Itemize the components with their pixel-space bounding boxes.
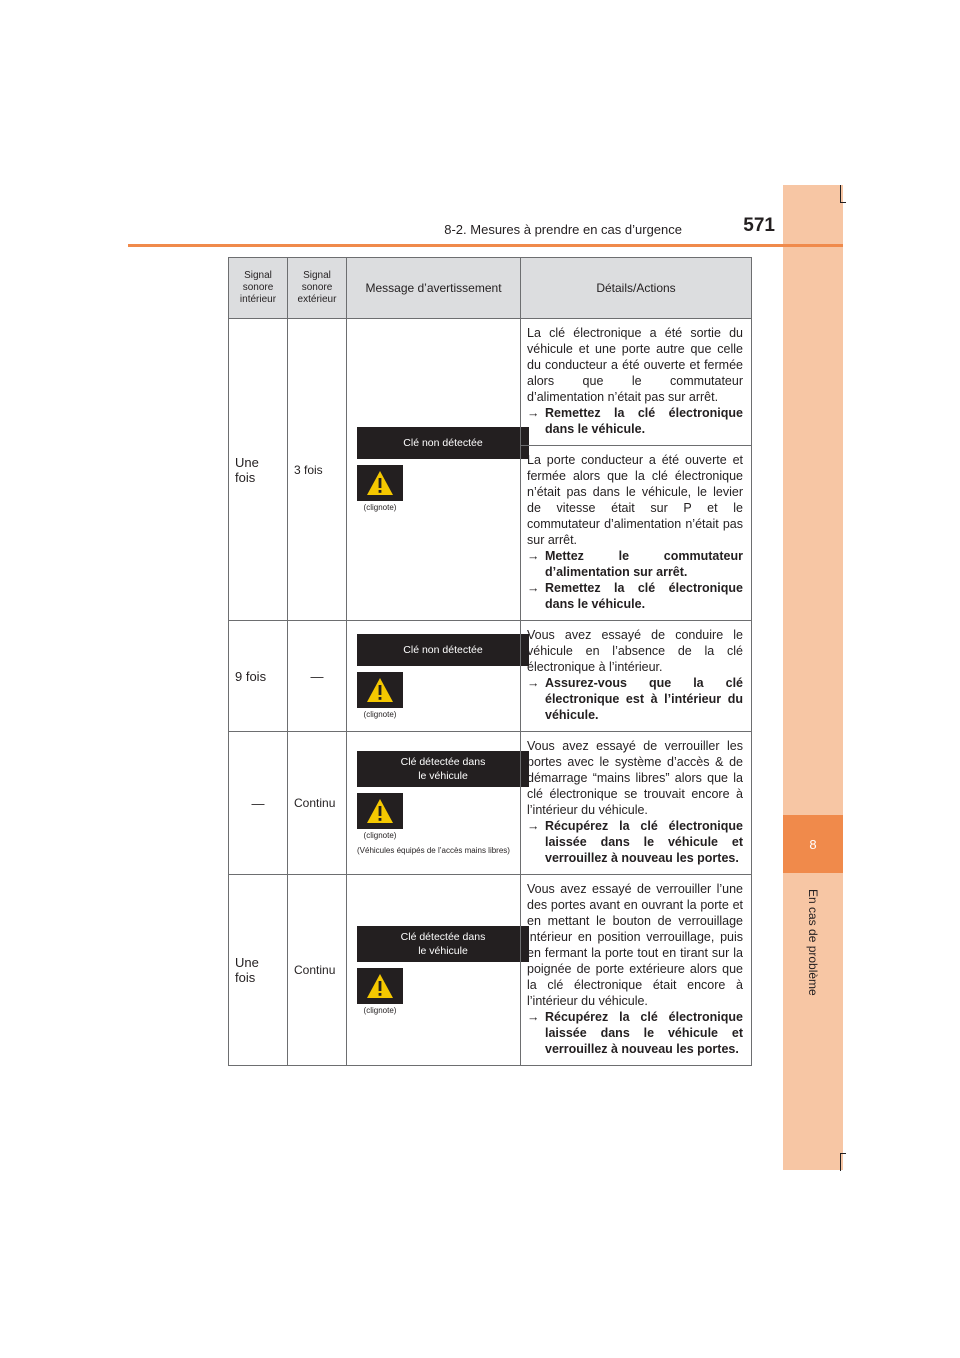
exterior-count: — bbox=[288, 621, 347, 732]
action-text: Remettez la clé électronique dans le véhicule. bbox=[545, 406, 743, 436]
exterior-count: 3 fois bbox=[288, 319, 347, 621]
interior-count: 9 fois bbox=[229, 621, 288, 732]
message-text-line-2: le véhicule bbox=[418, 944, 468, 957]
page-number: 571 bbox=[743, 215, 775, 236]
warning-message-cell bbox=[347, 319, 521, 621]
header-rule bbox=[128, 244, 843, 247]
chapter-side-band bbox=[783, 185, 843, 1170]
table-row bbox=[229, 621, 752, 732]
interior-count: Une fois bbox=[229, 875, 288, 1066]
header-exterior-buzzer: Signal sonore extérieur bbox=[288, 258, 347, 319]
warning-triangle-icon bbox=[357, 968, 403, 1004]
warning-triangle-icon bbox=[357, 672, 403, 708]
message-text bbox=[357, 926, 529, 962]
details-cell bbox=[521, 875, 752, 1066]
message-display bbox=[357, 926, 529, 1015]
action-text: Récupérez la clé électronique laissée dans le véhicule et verrouillez à nouveau les portes. bbox=[545, 1010, 743, 1056]
exterior-count: Continu bbox=[288, 732, 347, 875]
warning-triangle-icon bbox=[357, 793, 403, 829]
action-item bbox=[527, 580, 743, 612]
message-text: Clé non détectée bbox=[357, 427, 529, 459]
crop-mark-bottom bbox=[840, 1153, 841, 1171]
message-display bbox=[357, 634, 529, 719]
chapter-number: 8 bbox=[809, 836, 817, 852]
action-text: Mettez le commutateur d’alimentation sur arrêt. bbox=[545, 549, 743, 579]
table-row bbox=[229, 732, 752, 875]
detail-text: Vous avez essayé de conduire le véhicule en l’absence de la clé électronique à l’intérieur. bbox=[527, 628, 743, 674]
details-cell bbox=[521, 621, 752, 732]
message-display bbox=[357, 427, 529, 512]
header-details: Détails/Actions bbox=[521, 258, 752, 319]
chapter-number-tab bbox=[783, 815, 843, 873]
header-message: Message d’avertissement bbox=[347, 258, 521, 319]
detail-text: Vous avez essayé de verrouiller l’une des portes avant en ouvrant la porte et en mettant le bouton de verrouillage intérieur en position verrouillage, puis en fermant la porte tout en tirant sur la poignée de porte extérieure alors que la clé électronique était encore à l’intérieur du véhicule. bbox=[527, 882, 743, 1008]
arrow-right-icon: → bbox=[527, 676, 540, 690]
blink-note: (clignote) bbox=[363, 503, 397, 512]
message-text-line-1: Clé détectée dans bbox=[400, 930, 486, 943]
warning-message-cell bbox=[347, 621, 521, 732]
crop-mark-top-tick bbox=[840, 202, 846, 203]
interior-count: — bbox=[229, 732, 288, 875]
table-header-row bbox=[229, 258, 752, 319]
detail-text: La porte conducteur a été ouverte et fermée alors que la clé électronique n’était pas dans le véhicule, le levier de vitesse était sur P et le commutateur d’alimentation n’était pas sur arrêt. bbox=[527, 453, 743, 547]
detail-text: Vous avez essayé de verrouiller les portes avec le système d’accès & de démarrage “mains libres” alors que la clé électronique se trouvait encore à l’intérieur du véhicule. bbox=[527, 739, 743, 817]
blink-note: (clignote) bbox=[363, 1005, 397, 1015]
crop-mark-top bbox=[840, 185, 841, 203]
action-item bbox=[527, 405, 743, 437]
action-item bbox=[527, 818, 743, 866]
message-text bbox=[357, 751, 529, 787]
header-interior-buzzer: Signal sonore intérieur bbox=[229, 258, 288, 319]
action-text: Assurez-vous que la clé électronique est à l’intérieur du véhicule. bbox=[545, 676, 743, 722]
warning-message-cell bbox=[347, 732, 521, 875]
message-text: Clé non détectée bbox=[357, 634, 529, 666]
detail-text: La clé électronique a été sortie du véhicule et une porte autre que celle du conducteur a été ouverte et fermée alors que le commutateur d’alimentation n’était pas sur arrêt. bbox=[527, 326, 743, 404]
action-item bbox=[527, 675, 743, 723]
warning-triangle-icon bbox=[357, 465, 403, 501]
action-item bbox=[527, 1009, 743, 1057]
interior-count: Une fois bbox=[229, 319, 288, 621]
arrow-right-icon: → bbox=[527, 406, 540, 420]
details-cell bbox=[521, 319, 752, 446]
chapter-title: En cas de problème bbox=[806, 889, 820, 996]
table-row bbox=[229, 319, 752, 446]
crop-mark-bottom-tick bbox=[840, 1153, 846, 1154]
blink-note: (clignote) bbox=[363, 831, 397, 840]
details-cell bbox=[521, 732, 752, 875]
warning-table bbox=[228, 257, 752, 1066]
action-text: Récupérez la clé électronique laissée dans le véhicule et verrouillez à nouveau les portes. bbox=[545, 819, 743, 865]
equipment-note: (Véhicules équipés de l’accès mains libres) bbox=[357, 846, 510, 855]
message-text-line-2: le véhicule bbox=[418, 770, 468, 782]
arrow-right-icon: → bbox=[527, 1010, 540, 1024]
exterior-count: Continu bbox=[288, 875, 347, 1066]
arrow-right-icon: → bbox=[527, 549, 540, 563]
section-title: 8-2. Mesures à prendre en cas d’urgence bbox=[444, 222, 682, 237]
message-display bbox=[357, 751, 529, 855]
details-cell bbox=[521, 446, 752, 621]
action-text: Remettez la clé électronique dans le véhicule. bbox=[545, 581, 743, 611]
warning-message-cell bbox=[347, 875, 521, 1066]
arrow-right-icon: → bbox=[527, 819, 540, 833]
message-text-line-1: Clé détectée dans bbox=[400, 756, 486, 768]
table-row bbox=[229, 875, 752, 1066]
arrow-right-icon: → bbox=[527, 581, 540, 595]
blink-note: (clignote) bbox=[363, 709, 397, 719]
action-item bbox=[527, 548, 743, 580]
